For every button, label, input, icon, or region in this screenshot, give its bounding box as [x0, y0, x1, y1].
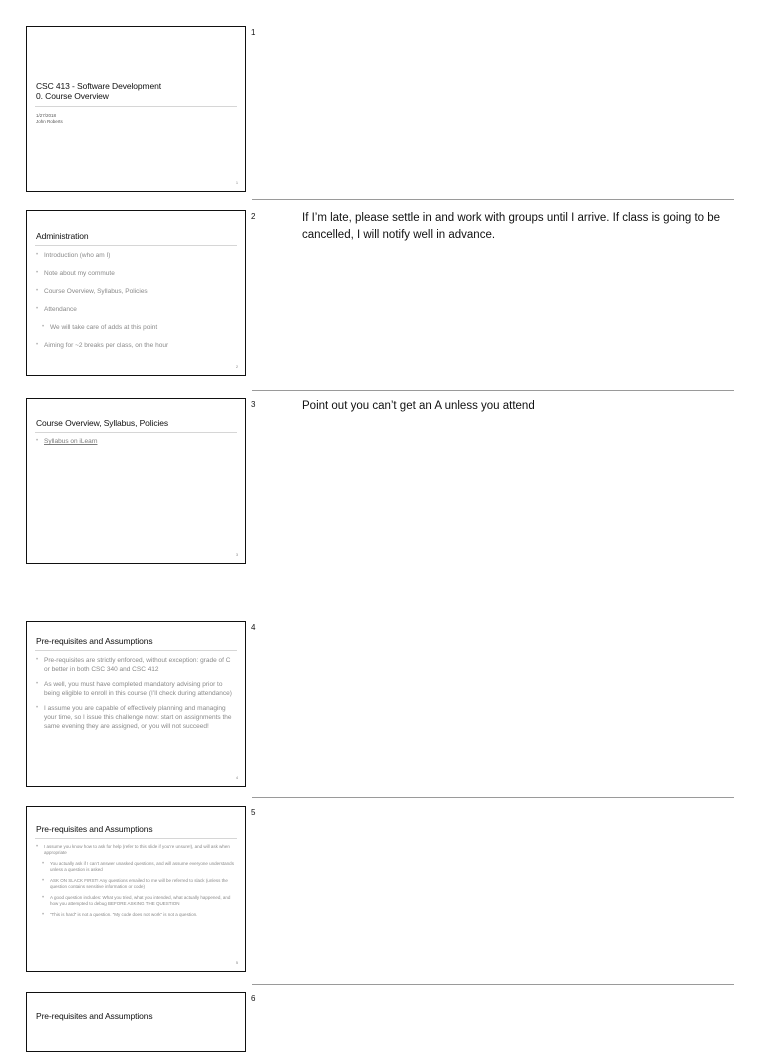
syllabus-link[interactable]: • Syllabus on iLearn [36, 437, 237, 446]
title-divider [35, 432, 237, 433]
sub-bullet-item: • “This is hard” is not a question. “My code does not work” is not a question. [36, 912, 237, 918]
speaker-note: If I’m late, please settle in and work with groups until I arrive. If class is going to be cancelled, I will notify well in advance. [302, 212, 721, 241]
slide-page-number: 1 [236, 181, 238, 185]
slide-page-number: 5 [236, 961, 238, 965]
slide-thumbnail-1[interactable] [26, 26, 246, 192]
slide-title: CSC 413 - Software Development [36, 81, 162, 91]
slide-page-number: 2 [236, 365, 238, 369]
slide-separator [252, 390, 734, 391]
slide-title: Pre-requisites and Assumptions [36, 1011, 153, 1021]
bullet-item: • Pre-requisites are strictly enforced, without exception: grade of C or better in both CSC 340 and CSC 412 [36, 656, 237, 674]
slide-date: 1/27/2018 [36, 113, 57, 118]
sub-bullet-item: • ASK ON SLACK FIRST! Any questions emailed to me will be referred to slack (unless the question contains sensitive information or code) [36, 878, 237, 890]
slide-separator [252, 199, 734, 200]
slide-thumbnail-4[interactable] [26, 621, 246, 787]
sub-bullet-item: • You actually ask if I can’t answer unasked questions, and will assume everyone understands unless a question is asked [36, 861, 237, 873]
slide-separator [252, 984, 734, 985]
title-divider [35, 245, 237, 246]
slide-title: Course Overview, Syllabus, Policies [36, 418, 169, 428]
bullet-item: • Note about my commute [36, 269, 237, 278]
slide-thumbnail-2[interactable] [26, 210, 246, 376]
bullet-item: • Introduction (who am I) [36, 251, 237, 260]
bullet-list [36, 437, 237, 446]
slide-title: Administration [36, 231, 89, 241]
bullet-list [36, 844, 237, 918]
slide-title: Pre-requisites and Assumptions [36, 824, 153, 834]
bullet-item: • Aiming for ~2 breaks per class, on the hour [36, 341, 237, 350]
sub-bullet-item: • We will take care of adds at this point [36, 323, 237, 332]
bullet-item: • As well, you must have completed mandatory advising prior to being eligible to enroll in this course (I’ll check during attendance) [36, 680, 237, 698]
slide-page-number: 4 [236, 776, 238, 780]
title-divider [35, 650, 237, 651]
slide-title: Pre-requisites and Assumptions [36, 636, 153, 646]
slide-number: 4 [251, 623, 256, 632]
bullet-list [36, 251, 237, 350]
bullet-item: • I assume you know how to ask for help (refer to this slide if you’re unsure!), and will ask when appropriate [36, 844, 237, 856]
bullet-item: • Attendance [36, 305, 237, 314]
bullet-item: • Course Overview, Syllabus, Policies [36, 287, 237, 296]
title-divider [35, 106, 237, 107]
slide-number: 6 [251, 994, 256, 1003]
bullet-item: • I assume you are capable of effectively planning and managing your time, so I issue this challenge now: start on assignments the same evening they are assigned, or you will not succeed! [36, 704, 237, 731]
title-divider [35, 838, 237, 839]
speaker-note: Point out you can’t get an A unless you attend [302, 400, 535, 412]
slide-author: John Roberts [36, 119, 63, 124]
slide-page-number: 3 [236, 553, 238, 557]
slide-thumbnail-3[interactable] [26, 398, 246, 564]
slide-number: 2 [251, 212, 256, 221]
slide-separator [252, 797, 734, 798]
slide-number: 3 [251, 400, 256, 409]
slide-thumbnail-6[interactable] [26, 992, 246, 1052]
slide-number: 5 [251, 808, 256, 817]
slide-number: 1 [251, 28, 256, 37]
slide-thumbnail-5[interactable] [26, 806, 246, 972]
sub-bullet-item: • A good question includes: What you tried, what you intended, what actually happened, and how you attempted to debug BEFORE ASKING THE QUESTION [36, 895, 237, 907]
slide-subtitle: 0. Course Overview [36, 91, 109, 101]
bullet-list [36, 656, 237, 731]
